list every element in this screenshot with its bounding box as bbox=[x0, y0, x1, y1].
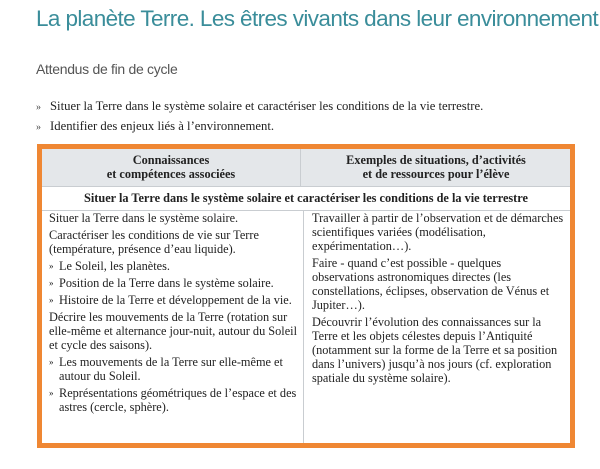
section-row-title: Situer la Terre dans le système solaire et caractériser les conditions de la vie terrestre bbox=[42, 187, 570, 211]
cell-exemples: Travailler à partir de l’observation et de démarches scientifiques variées (modélisation, expérimentation…). Faire - quand c’est possible - quelques observations astronomiques directes (les constellations, éclipses, observation de Vénus et Jupiter…). Découvrir l’évolution des connaissances sur la Terre et les objets célestes depuis l’Antiquité (notamment sur la forme de la Terre et sa position dans l’univers) jusqu’à nos jours (cf. exploration spatiale du système solaire). bbox=[312, 211, 564, 385]
page-title: La planète Terre. Les êtres vivants dans leur environnement bbox=[36, 6, 599, 31]
programme-table bbox=[37, 144, 575, 448]
bullet-marker-icon: » bbox=[36, 102, 41, 113]
column-divider bbox=[303, 211, 304, 443]
cell-connaissances: Situer la Terre dans le système solaire. Caractériser les conditions de vie sur Terre (température, présence d’eau liquide). » Le Soleil, les planètes. » Position de la Terre dans le système solaire. » Histoire de la Terre et développement de la vie. Décrire les mouvements de la Terre (rotation sur elle-même et alternance jour-nuit, autour du Soleil et cycle des saisons). » Les mouvements de la Terre sur elle-même et autour du Soleil. » Représentations géométriques de l’espace et des astres (cercle, sphère). bbox=[49, 211, 297, 414]
attendus-item: » Situer la Terre dans le système solaire et caractériser les conditions de la vie terrestre. bbox=[36, 97, 483, 117]
column-divider bbox=[300, 149, 301, 186]
header-connaissances: Connaissances et compétences associées bbox=[106, 153, 236, 181]
list-item: » Histoire de la Terre et développement de la vie. bbox=[49, 293, 292, 307]
bullet-marker-icon: » bbox=[36, 122, 41, 133]
list-item: » Le Soleil, les planètes. bbox=[49, 259, 170, 273]
bullet-marker-icon: » bbox=[49, 278, 54, 288]
section-subtitle: Attendus de fin de cycle bbox=[36, 61, 178, 77]
header-exemples: Exemples de situations, d’activités et de ressources pour l’élève bbox=[346, 153, 526, 181]
bullet-marker-icon: » bbox=[49, 388, 54, 398]
list-item: » Les mouvements de la Terre sur elle-même et autour du Soleil. bbox=[49, 355, 283, 383]
attendus-item: » Identifier des enjeux liés à l’environnement. bbox=[36, 117, 483, 137]
list-item: » Représentations géométriques de l’espace et des astres (cercle, sphère). bbox=[49, 386, 297, 414]
bullet-marker-icon: » bbox=[49, 357, 54, 367]
attendus-list bbox=[36, 97, 483, 137]
bullet-marker-icon: » bbox=[49, 261, 54, 271]
bullet-marker-icon: » bbox=[49, 295, 54, 305]
list-item: » Position de la Terre dans le système solaire. bbox=[49, 276, 274, 290]
table-header bbox=[42, 149, 570, 187]
